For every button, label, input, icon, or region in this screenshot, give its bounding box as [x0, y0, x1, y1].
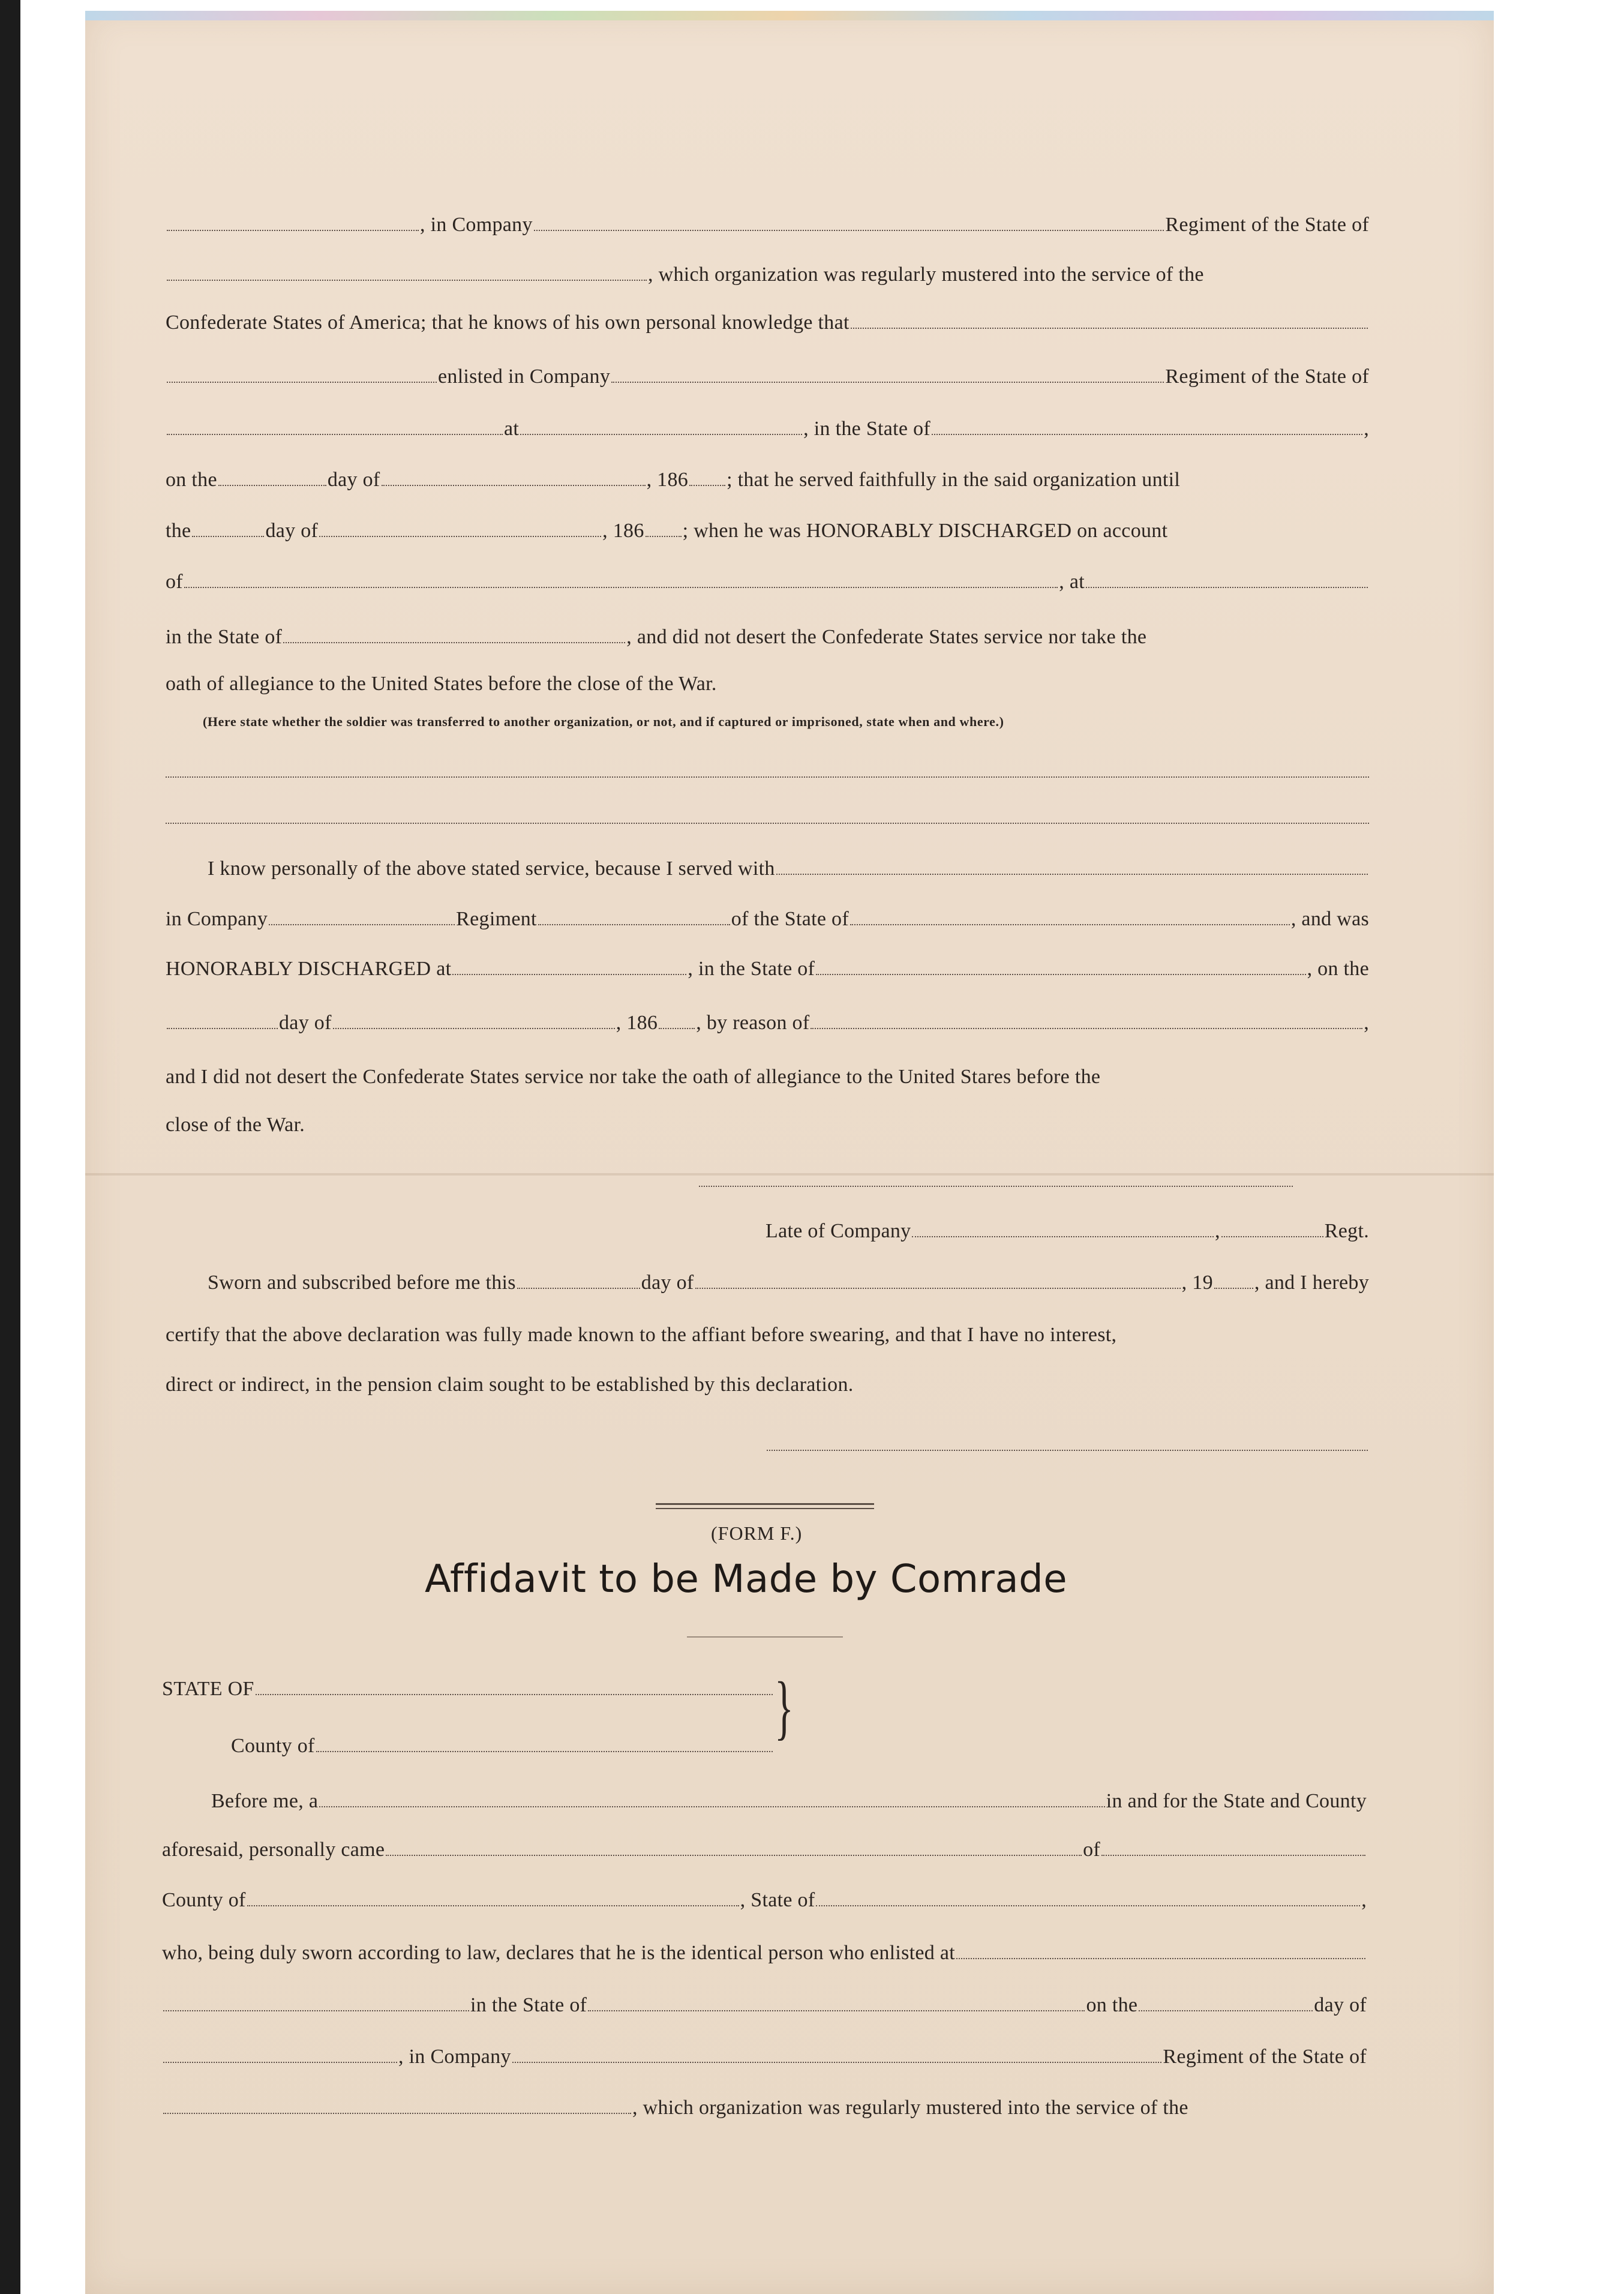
- blank-field[interactable]: [319, 535, 601, 537]
- form-line-l22: [231, 1734, 774, 1758]
- blank-field[interactable]: [646, 535, 682, 537]
- scan-color-strip: [85, 11, 1494, 20]
- blank-field[interactable]: [283, 641, 625, 643]
- form-text: HONORABLY DISCHARGED at: [166, 958, 452, 980]
- form-text: , which organization was regularly mustered into the service of the: [632, 2097, 1188, 2119]
- form-text: ; when he was HONORABLY DISCHARGED on account: [682, 520, 1168, 542]
- form-text: , 186: [602, 520, 644, 542]
- blank-field[interactable]: [517, 1287, 640, 1289]
- form-text: certify that the above declaration was fully made known to the affiant before swearing, and that I have no interest,: [166, 1324, 1117, 1346]
- form-text: , and I hereby: [1254, 1272, 1369, 1294]
- form-text: ,: [1364, 418, 1369, 440]
- form-label: (FORM F.): [711, 1522, 803, 1544]
- form-text: Late of Company: [766, 1220, 911, 1242]
- form-line-l21: [162, 1677, 774, 1701]
- form-line-l3: [166, 311, 1369, 335]
- form-text: day of: [1314, 1994, 1367, 2016]
- form-text: day of: [279, 1012, 332, 1034]
- blank-field[interactable]: [1221, 1236, 1323, 1237]
- form-line-l20: [166, 1373, 1125, 1397]
- form-text: day of: [265, 520, 319, 542]
- form-text: ,: [1214, 1220, 1220, 1242]
- blank-field[interactable]: [776, 873, 1368, 875]
- form-text: in Company: [166, 908, 268, 930]
- blank-field[interactable]: [256, 1693, 773, 1695]
- form-text: close of the War.: [166, 1114, 305, 1136]
- blank-field[interactable]: [319, 1806, 1105, 1807]
- form-line-l29: [162, 2096, 1367, 2120]
- right-brace-icon: }: [774, 1667, 794, 1747]
- form-text: day of: [327, 469, 380, 491]
- blank-field[interactable]: [163, 2061, 397, 2063]
- form-line-l17: [766, 1219, 1369, 1243]
- form-text: oath of allegiance to the United States before the close of the War.: [166, 673, 717, 695]
- form-text: on the: [166, 469, 217, 491]
- form-text: , on the: [1307, 958, 1369, 980]
- form-text: in and for the State and County: [1106, 1790, 1367, 1812]
- form-text: I know personally of the above stated service, because I served with: [208, 857, 775, 880]
- blank-field[interactable]: [520, 433, 802, 435]
- form-text: ,: [1361, 1889, 1367, 1911]
- blank-field[interactable]: [534, 229, 1164, 231]
- form-line-l9: [166, 625, 1369, 649]
- affidavit-title: Affidavit to be Made by Comrade: [425, 1557, 1068, 1602]
- section-divider-bottom: [656, 1508, 874, 1509]
- form-text: , and did not desert the Confederate States service nor take the: [626, 626, 1147, 648]
- blank-field[interactable]: [184, 586, 1058, 588]
- form-text: Regiment: [456, 908, 537, 930]
- blank-field[interactable]: [163, 2112, 631, 2114]
- blank-field[interactable]: [1139, 2010, 1313, 2011]
- form-text: in the State of: [470, 1994, 587, 2016]
- form-text: on the: [1086, 1994, 1138, 2016]
- title-underline: [687, 1636, 843, 1638]
- form-line-l1: [166, 213, 1369, 237]
- section-divider-top: [656, 1503, 874, 1505]
- form-text: Regiment of the State of: [1165, 214, 1369, 236]
- form-text: , 186: [646, 469, 689, 491]
- form-text: , in Company: [420, 214, 533, 236]
- blank-field[interactable]: [452, 973, 686, 975]
- form-line-l13: [166, 957, 1369, 981]
- blank-field[interactable]: [167, 381, 437, 383]
- form-text: Before me, a: [211, 1790, 319, 1812]
- form-line-l26: [162, 1941, 1367, 1965]
- signature-line-1[interactable]: [699, 1185, 1293, 1187]
- form-text: , and was: [1290, 908, 1369, 930]
- blank-field[interactable]: [816, 1905, 1360, 1906]
- form-text: the: [166, 520, 191, 542]
- signature-line-2[interactable]: [767, 1449, 1368, 1451]
- form-text: , in the State of: [803, 418, 931, 440]
- form-line-l6: [166, 468, 1369, 492]
- form-line-l4: [166, 365, 1369, 389]
- blank-field[interactable]: [695, 1287, 1181, 1289]
- blank-rule-1[interactable]: [166, 776, 1369, 778]
- form-text: , in Company: [398, 2046, 511, 2068]
- form-text: , by reason of: [696, 1012, 810, 1034]
- blank-field[interactable]: [956, 1957, 1365, 1959]
- form-text: of: [166, 571, 183, 593]
- form-line-l5: [166, 417, 1369, 441]
- form-text: direct or indirect, in the pension claim sought to be established by this declaration.: [166, 1374, 854, 1396]
- blank-field[interactable]: [512, 2061, 1162, 2063]
- form-line-l15: [166, 1065, 1369, 1089]
- blank-field[interactable]: [689, 484, 725, 486]
- blank-rule-2[interactable]: [166, 822, 1369, 824]
- form-text: , 19: [1181, 1272, 1213, 1294]
- blank-field[interactable]: [912, 1236, 1214, 1237]
- blank-field[interactable]: [588, 2010, 1085, 2011]
- blank-field[interactable]: [333, 1027, 615, 1029]
- form-line-l8: [166, 570, 1369, 594]
- form-text: Regiment of the State of: [1165, 365, 1369, 388]
- blank-field[interactable]: [1101, 1854, 1365, 1856]
- blank-field[interactable]: [167, 279, 647, 281]
- form-text: , 186: [616, 1012, 658, 1034]
- blank-field[interactable]: [659, 1027, 695, 1029]
- blank-field[interactable]: [1214, 1287, 1253, 1289]
- blank-field[interactable]: [932, 433, 1362, 435]
- paper-fold: [85, 1173, 1494, 1176]
- form-line-l25: [162, 1888, 1367, 1912]
- form-line-l2: [166, 263, 1369, 287]
- form-line-l23: [211, 1789, 1367, 1813]
- form-text: , State of: [740, 1889, 815, 1911]
- blank-field[interactable]: [167, 229, 419, 231]
- form-line-l7: [166, 519, 1369, 543]
- blank-field[interactable]: [192, 535, 264, 537]
- blank-field[interactable]: [247, 1905, 739, 1906]
- form-text: , which organization was regularly mustered into the service of the: [648, 263, 1204, 286]
- form-line-l24: [162, 1838, 1367, 1862]
- form-line-l27: [162, 1993, 1367, 2017]
- blank-field[interactable]: [851, 327, 1368, 329]
- blank-field[interactable]: [538, 923, 730, 925]
- blank-field[interactable]: [811, 1027, 1362, 1029]
- form-line-l14: [166, 1011, 1369, 1035]
- form-text: County of: [231, 1735, 315, 1757]
- form-line-l19: [166, 1323, 1369, 1347]
- form-line-l12: [166, 907, 1369, 931]
- blank-field[interactable]: [382, 484, 646, 486]
- blank-field[interactable]: [163, 2010, 469, 2011]
- form-text: County of: [162, 1889, 246, 1911]
- form-text: STATE OF: [162, 1678, 254, 1700]
- form-text: Regt.: [1324, 1220, 1369, 1242]
- blank-field[interactable]: [316, 1750, 773, 1752]
- instruction-note: (Here state whether the soldier was transferred to another organization, or not, and if captured or imprisoned, state when and where.): [203, 714, 1004, 729]
- form-text: at: [504, 418, 520, 440]
- form-text: in the State of: [166, 626, 283, 648]
- blank-field[interactable]: [1086, 586, 1368, 588]
- form-line-l18: [208, 1271, 1369, 1295]
- form-text: ,: [1364, 1012, 1369, 1034]
- blank-field[interactable]: [816, 973, 1305, 975]
- form-text: Regiment of the State of: [1163, 2046, 1367, 2068]
- form-line-l16: [166, 1113, 526, 1137]
- form-line-l11: [208, 857, 1369, 881]
- form-text: Sworn and subscribed before me this: [208, 1272, 516, 1294]
- blank-field[interactable]: [269, 923, 455, 925]
- form-line-l28: [162, 2045, 1367, 2069]
- blank-field[interactable]: [218, 484, 326, 486]
- form-text: , in the State of: [688, 958, 815, 980]
- blank-field[interactable]: [850, 923, 1290, 925]
- blank-field[interactable]: [167, 433, 503, 435]
- scan-background-edge: [0, 0, 20, 2294]
- form-text: , at: [1059, 571, 1085, 593]
- form-line-l10: [166, 672, 945, 696]
- form-text: Confederate States of America; that he knows of his own personal knowledge that: [166, 311, 849, 334]
- form-text: of: [1083, 1839, 1100, 1861]
- form-text: and I did not desert the Confederate States service nor take the oath of allegiance to the United Stares before the: [166, 1066, 1101, 1088]
- blank-field[interactable]: [611, 381, 1164, 383]
- blank-field[interactable]: [167, 1027, 278, 1029]
- form-text: who, being duly sworn according to law, declares that he is the identical person who enlisted at: [162, 1942, 956, 1964]
- form-text: ; that he served faithfully in the said organization until: [727, 469, 1181, 491]
- blank-field[interactable]: [386, 1854, 1082, 1856]
- form-text: of the State of: [731, 908, 849, 930]
- form-text: enlisted in Company: [438, 365, 611, 388]
- form-text: day of: [641, 1272, 694, 1294]
- form-text: aforesaid, personally came: [162, 1839, 385, 1861]
